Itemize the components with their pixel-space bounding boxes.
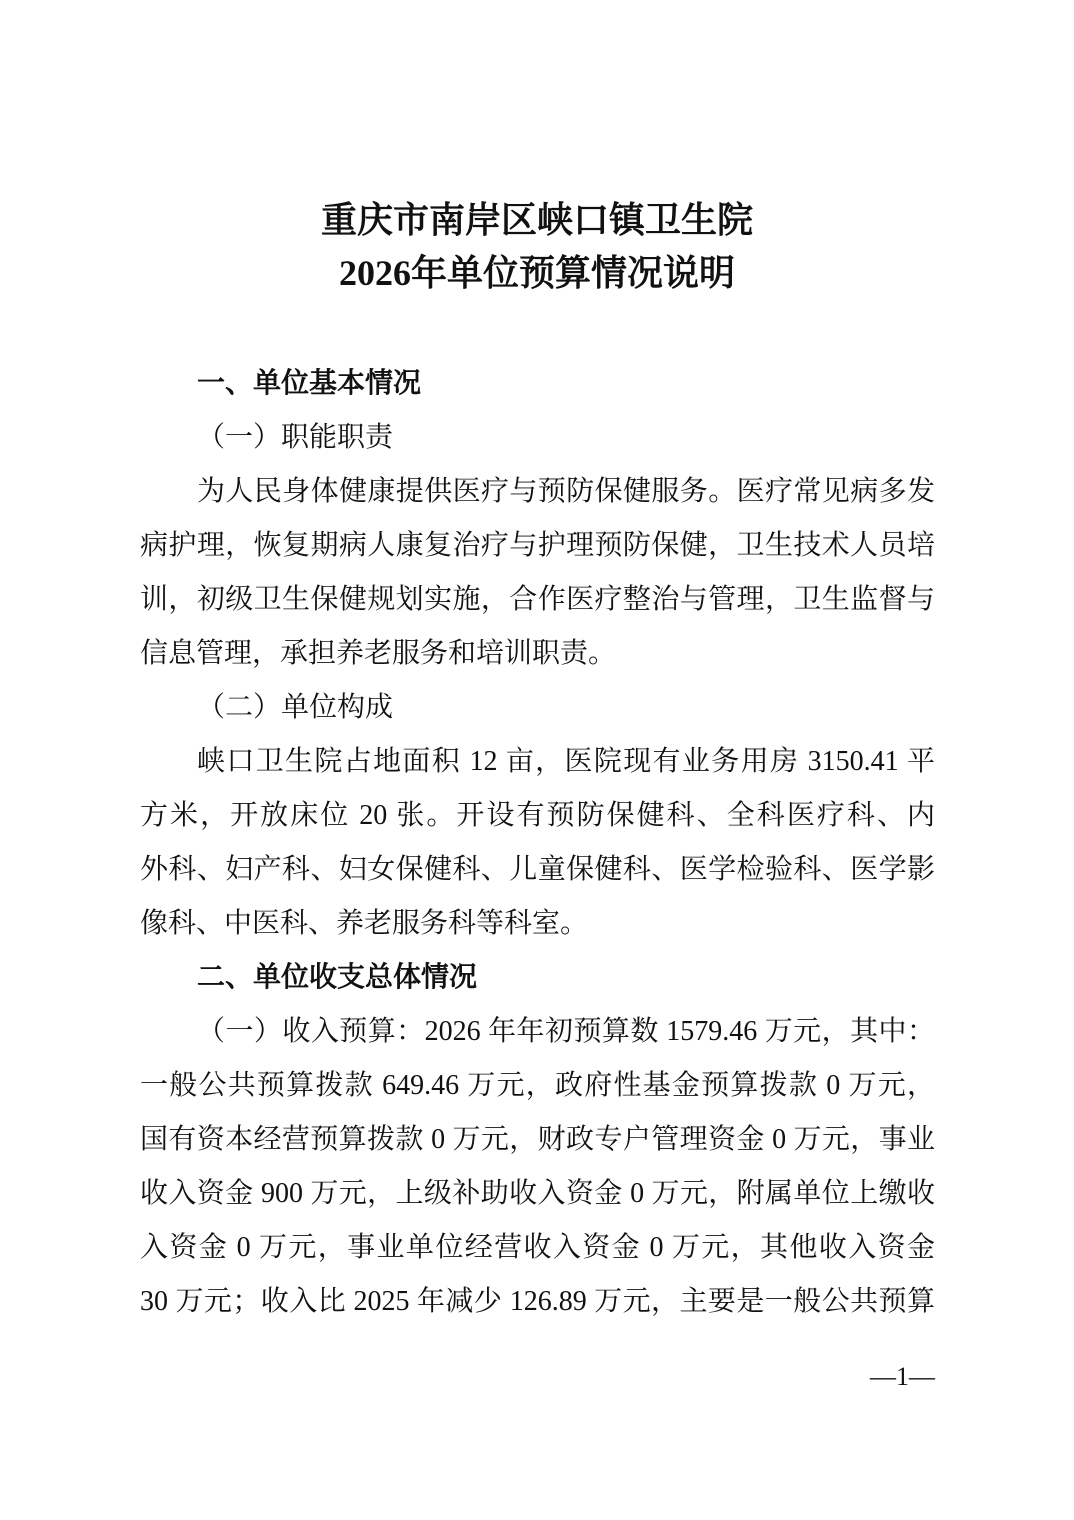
paragraph-line: 像科、中医科、养老服务科等科室。 xyxy=(140,908,589,939)
paragraph-line: 峡口卫生院占地面积 12 亩，医院现有业务用房 3150.41 平 xyxy=(197,746,935,777)
paragraph-line: 入资金 0 万元，事业单位经营收入资金 0 万元，其他收入资金 xyxy=(140,1232,935,1263)
paragraph-line: 病护理，恢复期病人康复治疗与护理预防保健，卫生技术人员培 xyxy=(140,530,935,561)
paragraph-line: 一般公共预算拨款 649.46 万元，政府性基金预算拨款 0 万元， xyxy=(140,1070,935,1101)
title-line-2: 2026年单位预算情况说明 xyxy=(338,253,735,293)
subsection-heading: （二）单位构成 xyxy=(197,692,394,723)
paragraph-line: 训，初级卫生保健规划实施，合作医疗整治与管理，卫生监督与 xyxy=(140,584,935,615)
paragraph-line: 国有资本经营预算拨款 0 万元，财政专户管理资金 0 万元，事业 xyxy=(140,1124,935,1155)
section-heading: 一、单位基本情况 xyxy=(197,368,422,399)
paragraph-line: 方米，开放床位 20 张。开设有预防保健科、全科医疗科、内 xyxy=(140,800,935,831)
paragraph-line: 信息管理，承担养老服务和培训职责。 xyxy=(140,638,617,669)
page-number: —1— xyxy=(870,1362,935,1391)
subsection-heading: （一）职能职责 xyxy=(197,422,394,453)
paragraph-line: （一）收入预算：2026 年年初预算数 1579.46 万元，其中： xyxy=(197,1016,935,1047)
document-body xyxy=(140,357,935,1329)
paragraph-line: 为人民身体健康提供医疗与预防保健服务。医疗常见病多发 xyxy=(197,476,935,507)
document-title xyxy=(0,194,1074,300)
paragraph-line: 外科、妇产科、妇女保健科、儿童保健科、医学检验科、医学影 xyxy=(140,854,935,885)
paragraph-line: 收入资金 900 万元，上级补助收入资金 0 万元，附属单位上缴收 xyxy=(140,1178,935,1209)
title-line-1: 重庆市南岸区峡口镇卫生院 xyxy=(320,200,753,240)
paragraph-line: 30 万元；收入比 2025 年减少 126.89 万元，主要是一般公共预算 xyxy=(140,1286,935,1317)
section-heading: 二、单位收支总体情况 xyxy=(197,962,478,993)
